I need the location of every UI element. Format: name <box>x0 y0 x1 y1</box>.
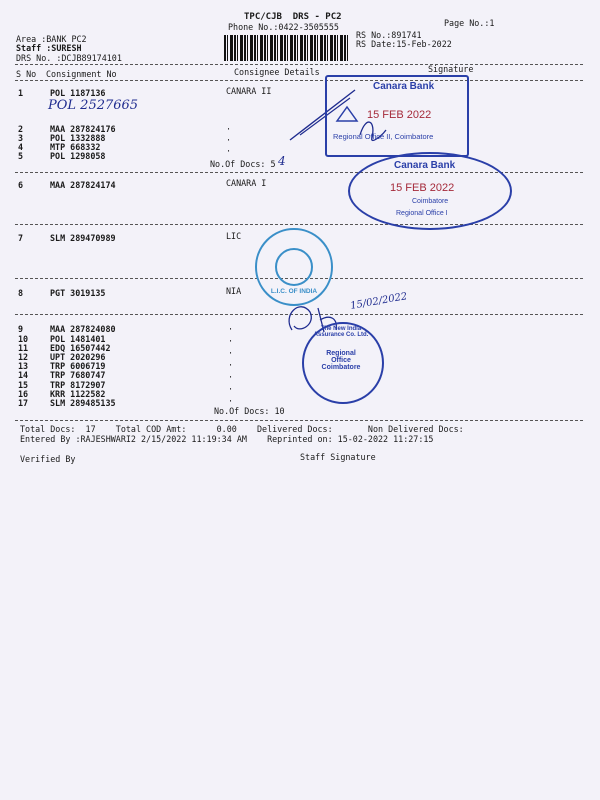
row-consignment: UPT 2020296 <box>50 352 106 362</box>
barcode <box>224 35 348 61</box>
row-rule <box>15 224 583 225</box>
docs-count: No.Of Docs: 5 <box>210 159 276 169</box>
report-title: TPC/CJB DRS - PC2 <box>244 12 342 22</box>
docs-count: No.Of Docs: 10 <box>214 406 285 416</box>
row-consignment: PGT 3019135 <box>50 288 106 298</box>
row-consignment: POL 1481401 <box>50 334 106 344</box>
row-sno: 2 <box>18 124 24 134</box>
row-consignment: POL 1187136 <box>50 88 106 98</box>
lic-stamp: L.I.C. OF INDIA <box>255 228 333 306</box>
col-consignee: Consignee Details <box>234 67 320 77</box>
row-consignment: KRR 1122582 <box>50 389 106 399</box>
row-consignment: SLM 289470989 <box>50 233 116 243</box>
nia-handwritten-date: 15/02/2022 <box>349 291 409 312</box>
canara-rect-stamp: Canara Bank 15 FEB 2022 Regional Office II, Coimbatore <box>325 75 469 157</box>
row-consignment: POL 1332888 <box>50 133 106 143</box>
consignee-name: CANARA II <box>226 86 272 96</box>
row-consignment: SLM 289485135 <box>50 398 116 408</box>
lic-logo-icon <box>275 248 313 286</box>
dot: · <box>228 336 234 346</box>
row-consignment: MTP 668332 <box>50 142 101 152</box>
row-sno: 5 <box>18 151 24 161</box>
row-consignment: MAA 287824080 <box>50 324 116 334</box>
dot: · <box>228 372 234 382</box>
row-sno: 9 <box>18 324 24 334</box>
staff-signature-label: Staff Signature <box>300 452 376 462</box>
consignee-name: LIC <box>226 231 242 241</box>
row-sno: 8 <box>18 288 24 298</box>
row-consignment: TRP 8172907 <box>50 380 106 390</box>
row-sno: 16 <box>18 389 29 399</box>
col-sno: S No <box>16 69 37 79</box>
dot: · <box>228 348 234 358</box>
rs-number: RS No.:891741 <box>356 30 422 40</box>
row-consignment: EDQ 16507442 <box>50 343 111 353</box>
dot: · <box>226 135 232 145</box>
row-sno: 7 <box>18 233 24 243</box>
col-consignment: Consignment No <box>46 69 117 79</box>
rs-date: RS Date:15-Feb-2022 <box>356 39 452 49</box>
totals-rule <box>15 420 583 421</box>
canara-round-stamp: Canara Bank 15 FEB 2022 Coimbatore Regional Office I <box>348 152 512 230</box>
consignee-name: NIA <box>226 286 242 296</box>
handwritten-correction: 4 <box>278 154 286 168</box>
verified-by: Verified By <box>20 454 76 464</box>
dot: · <box>226 124 232 134</box>
row-sno: 10 <box>18 334 29 344</box>
row-sno: 17 <box>18 398 29 408</box>
dot: · <box>226 146 232 156</box>
handwritten-note: POL 2527665 <box>48 98 139 113</box>
dot: · <box>228 396 234 406</box>
row-sno: 4 <box>18 142 24 152</box>
entered-by: Entered By :RAJESHWARI2 2/15/2022 11:19:34 AM Reprinted on: 15-02-2022 11:27:15 <box>20 434 434 444</box>
page-number: Page No.:1 <box>444 18 495 28</box>
row-sno: 12 <box>18 352 29 362</box>
canara-logo-icon <box>335 103 359 125</box>
row-consignment: MAA 287824174 <box>50 180 116 190</box>
drs-number: DRS No. :DCJB89174101 <box>16 53 122 63</box>
row-sno: 14 <box>18 370 29 380</box>
dot: · <box>228 360 234 370</box>
row-sno: 13 <box>18 361 29 371</box>
row-sno: 11 <box>18 343 29 353</box>
row-sno: 15 <box>18 380 29 390</box>
row-consignment: TRP 6006719 <box>50 361 106 371</box>
row-sno: 6 <box>18 180 24 190</box>
dot: · <box>228 384 234 394</box>
row-sno: 1 <box>18 88 24 98</box>
dot: · <box>228 324 234 334</box>
staff-label: Staff :SURESH <box>16 43 82 53</box>
header-rule <box>15 64 583 65</box>
phone-number: Phone No.:0422-3505555 <box>228 22 339 32</box>
totals-line: Total Docs: 17 Total COD Amt: 0.00 Delivered Docs: Non Delivered Docs: <box>20 424 464 434</box>
row-sno: 3 <box>18 133 24 143</box>
col-signature: Signature <box>428 64 474 74</box>
consignee-name: CANARA I <box>226 178 267 188</box>
nia-stamp: The New India Assurance Co. Ltd. Regional Office Coimbatore <box>302 322 384 404</box>
area-label: Area :BANK PC2 <box>16 34 87 44</box>
row-consignment: TRP 7680747 <box>50 370 106 380</box>
row-consignment: POL 1298058 <box>50 151 106 161</box>
row-consignment: MAA 287824176 <box>50 124 116 134</box>
